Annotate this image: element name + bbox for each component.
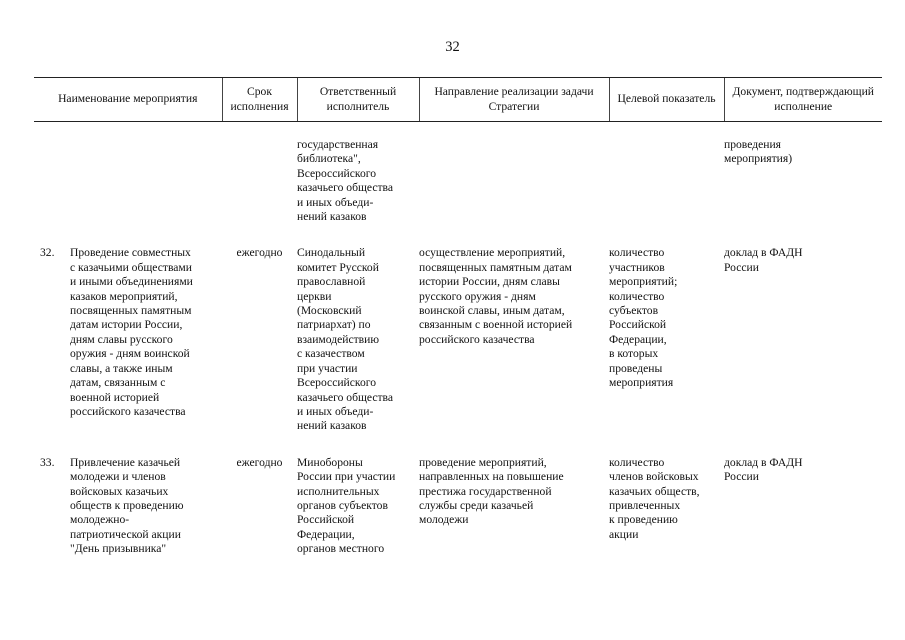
- event-name: Привлечение казачьей молодежи и членов войсковых казачьих обществ к проведению молодежно- патриотической акции "День призывника": [70, 455, 184, 556]
- page-number: 32: [445, 39, 460, 55]
- cell-name: [34, 122, 222, 225]
- header-indicator: Целевой показатель: [609, 78, 724, 122]
- cell-direction: [419, 122, 609, 225]
- header-document: Документ, подтверждающий исполнение: [724, 78, 882, 122]
- cell-document: [724, 434, 882, 557]
- executor-text: государственная библиотека", Всероссийского казачьего общества и иных объеди- нений казаков: [297, 138, 394, 224]
- term-text: ежегодно: [236, 246, 283, 260]
- document-text: проведения мероприятия): [724, 138, 793, 166]
- cell-term: [222, 122, 297, 225]
- cell-executor: [297, 434, 419, 557]
- indicator-text: количество участников мероприятий; количество субъектов Российской Федерации, в которых проведены мероприятия: [609, 246, 678, 390]
- cell-executor: [297, 224, 419, 433]
- document-text: доклад в ФАДН России: [724, 455, 803, 484]
- executor-text: Синодальный комитет Русской православной церкви (Московский патриархат) по взаимодействию с казачеством при участии Всероссийского казачьего общества и иных объеди- нений казаков: [297, 246, 394, 433]
- document-text: доклад в ФАДН России: [724, 246, 803, 274]
- header-term: Срок исполнения: [222, 78, 297, 122]
- cell-document: [724, 224, 882, 433]
- direction-text: осуществление мероприятий, посвященных памятным датам истории России, дням славы русского оружия - дням воинской славы, иным датам, связанным с военной историей российского казачества: [419, 246, 573, 346]
- table-row: [34, 224, 882, 433]
- term-text: ежегодно: [236, 455, 283, 469]
- direction-text: проведение мероприятий, направленных на повышение престижа государственной службы среди казачьей молодежи: [419, 455, 564, 527]
- cell-name: [34, 224, 222, 433]
- event-name: Проведение совместных с казачьими обществами и иными объединениями казаков мероприятий, посвященных памятным датам истории России, дням славы русского оружия - дням воинской славы, а также иным датам, связанным с военной историей российского казачества: [70, 246, 193, 418]
- cell-indicator: [609, 224, 724, 433]
- header-executor: Ответственный исполнитель: [297, 78, 419, 122]
- cell-direction: [419, 224, 609, 433]
- executor-text: Минобороны России при участии исполнительных органов субъектов Российской Федерации, органов местного: [297, 455, 396, 556]
- cell-executor: [297, 122, 419, 225]
- table-row: [34, 122, 882, 225]
- indicator-text: количество членов войсковых казачьих обществ, привлеченных к проведению акции: [609, 455, 700, 541]
- header-event-name: Наименование мероприятия: [34, 78, 222, 122]
- row-number: 33.: [40, 455, 55, 469]
- table-header-row: [34, 78, 882, 122]
- cell-indicator: [609, 434, 724, 557]
- cell-indicator: [609, 122, 724, 225]
- table-row: [34, 434, 882, 557]
- cell-document: [724, 122, 882, 225]
- cell-term: [222, 224, 297, 433]
- cell-direction: [419, 434, 609, 557]
- events-table: [34, 77, 882, 557]
- row-number: 32.: [40, 246, 55, 260]
- cell-term: [222, 434, 297, 557]
- header-direction: Направление реализации задачи Стратегии: [419, 78, 609, 122]
- cell-name: [34, 434, 222, 557]
